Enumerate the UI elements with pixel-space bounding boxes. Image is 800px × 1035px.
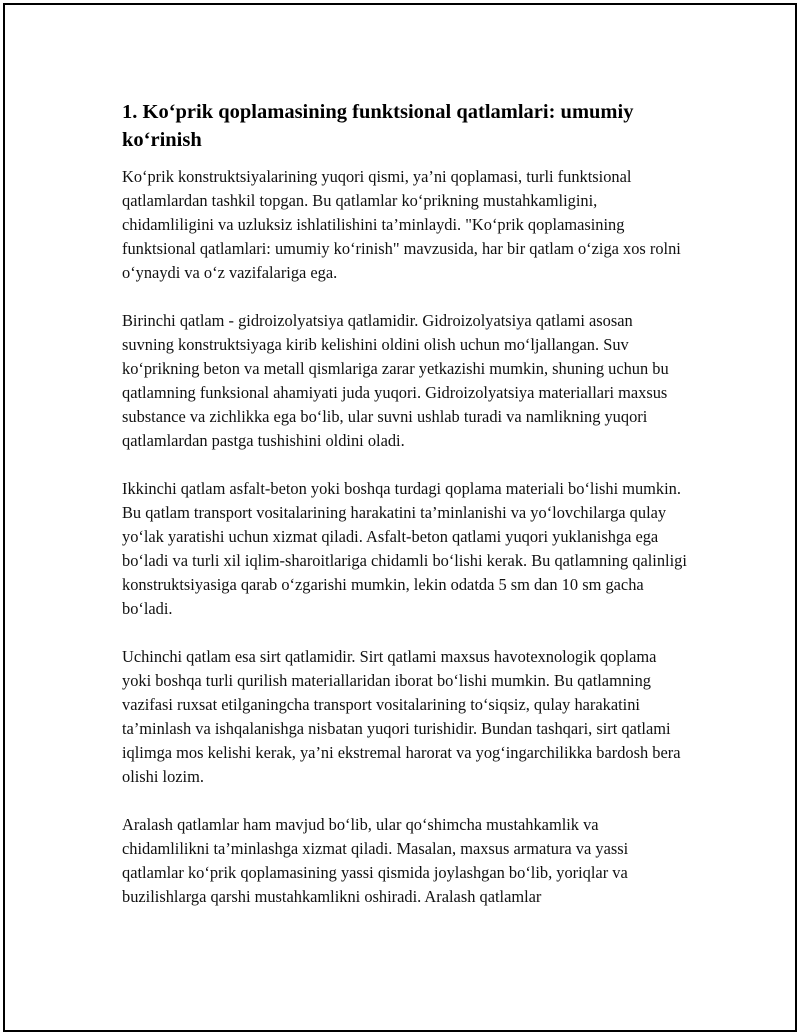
document-body (122, 98, 688, 933)
section-title: 1. Ko‘prik qoplamasining funktsional qatlamlari: umumiy ko‘rinish (122, 101, 634, 151)
paragraph-mixed-layers: Aralash qatlamlar ham mavjud bo‘lib, ular qo‘shimcha mustahkamlik va chidamlilikni ta’minlashga xizmat qiladi. Masalan, maxsus armatura va yassi qatlamlar ko‘prik qoplamasining yassi qismida joylashgan bo‘lib, yoriqlar va buzilishlarga qarshi mustahkamlikni oshiradi. Aralash qatlamlar (122, 815, 629, 906)
paragraph-waterproofing-layer: Birinchi qatlam - gidroizolyatsiya qatlamidir. Gidroizolyatsiya qatlami asosan suvning konstruktsiyaga kirib kelishini oldini olish uchun mo‘ljallangan. Suv ko‘prikning beton va metall qismlariga zarar yetkazishi mumkin, shuning uchun bu qatlamning funksional ahamiyati juda yuqori. Gidroizolyatsiya materiallari maxsus substance va zichlikka ega bo‘lib, ular suvni ushlab turadi va namlikning yuqori qatlamlardan pastga tushishini oldini oladi. (122, 311, 669, 450)
page-frame (3, 3, 797, 1032)
paragraph-intro: Ko‘prik konstruktsiyalarining yuqori qismi, ya’ni qoplamasi, turli funktsional qatlamlardan tashkil topgan. Bu qatlamlar ko‘prikning mustahkamligini, chidamliligini va uzluksiz ishlatilishini ta’minlaydi. "Ko‘prik qoplamasining funktsional qatlamlari: umumiy ko‘rinish" mavzusida, har bir qatlam o‘ziga xos rolni o‘ynaydi va o‘z vazifalariga ega. (122, 167, 681, 282)
paragraph-asphalt-layer: Ikkinchi qatlam asfalt-beton yoki boshqa turdagi qoplama materiali bo‘lishi mumkin. Bu qatlam transport vositalarining harakatini ta’minlanishi va yo‘lovchilarga qulay yo‘lak yaratishi uchun xizmat qiladi. Asfalt-beton qatlami yuqori yuklanishga ega bo‘ladi va turli xil iqlim-sharoitlariga chidamli bo‘lishi kerak. Bu qatlamning qalinligi konstruktsiyasiga qarab o‘zgarishi mumkin, lekin odatda 5 sm dan 10 sm gacha bo‘ladi. (122, 479, 687, 618)
paragraph-surface-layer: Uchinchi qatlam esa sirt qatlamidir. Sirt qatlami maxsus havotexnologik qoplama yoki boshqa turli qurilish materiallaridan iborat bo‘lishi mumkin. Bu qatlamning vazifasi ruxsat etilganingcha transport vositalarining to‘siqsiz, qulay harakatini ta’minlash va ishqalanishga nisbatan yuqori turishidir. Bundan tashqari, sirt qatlami iqlimga mos kelishi kerak, ya’ni ekstremal harorat va yog‘ingarchilikka bardosh bera olishi lozim. (122, 647, 681, 786)
